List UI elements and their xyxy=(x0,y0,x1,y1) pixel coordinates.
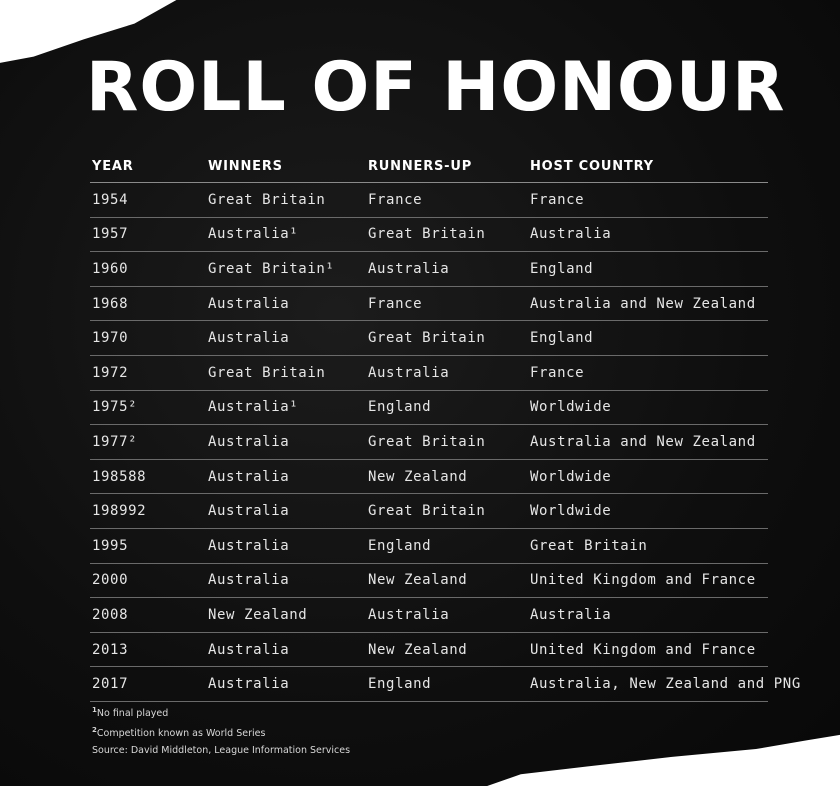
winners-cell: Australia¹ xyxy=(208,226,299,243)
winners-cell: Australia xyxy=(208,468,290,485)
footnote-text: Competition known as World Series xyxy=(96,728,266,740)
runners-up-cell: England xyxy=(368,537,432,554)
winners-cell: Australia xyxy=(208,537,290,554)
host-country-cell: Worldwide xyxy=(530,468,612,485)
year-cell: 1970 xyxy=(92,330,129,347)
runners-up-cell: Great Britain xyxy=(368,503,486,520)
runners-up-cell: Great Britain xyxy=(368,330,486,347)
host-country-cell: United Kingdom and France xyxy=(530,572,756,589)
year-cell: 1995 xyxy=(92,537,129,554)
header-winners: WINNERS xyxy=(208,158,283,174)
footnotes xyxy=(92,702,350,759)
runners-up-cell: Australia xyxy=(368,364,450,381)
source-credit: Source: David Middleton, League Information Services xyxy=(92,745,351,757)
winners-cell: Australia xyxy=(208,676,290,693)
winners-cell: Australia¹ xyxy=(208,399,299,416)
footnote-marker: 1 xyxy=(92,706,97,714)
host-country-cell: Australia xyxy=(530,606,612,623)
year-cell: 2008 xyxy=(92,606,129,623)
runners-up-cell: France xyxy=(368,295,423,312)
table-row xyxy=(90,321,768,356)
year-cell: 1954 xyxy=(92,191,129,208)
table-row xyxy=(90,391,768,426)
host-country-cell: England xyxy=(530,260,594,277)
year-cell: 1975² xyxy=(92,399,138,416)
year-cell: 1968 xyxy=(92,295,129,312)
year-cell: 1957 xyxy=(92,226,129,243)
winners-cell: Australia xyxy=(208,503,290,520)
host-country-cell: Worldwide xyxy=(530,503,612,520)
table-row xyxy=(90,529,768,564)
runners-up-cell: New Zealand xyxy=(368,468,468,485)
table-row xyxy=(90,252,768,287)
runners-up-cell: Australia xyxy=(368,260,450,277)
winners-cell: Great Britain xyxy=(208,191,326,208)
winners-cell: Australia xyxy=(208,641,290,658)
year-cell: 2017 xyxy=(92,676,129,693)
host-country-cell: Australia xyxy=(530,226,612,243)
footnote-no-final xyxy=(92,702,350,722)
runners-up-cell: France xyxy=(368,191,423,208)
table-row xyxy=(90,598,768,633)
year-cell: 198992 xyxy=(92,503,147,520)
table-row xyxy=(90,667,801,702)
runners-up-cell: England xyxy=(368,676,432,693)
table-row xyxy=(90,460,768,495)
host-country-cell: Australia, New Zealand and PNG xyxy=(530,676,801,693)
table-row xyxy=(90,356,768,391)
header-year: YEAR xyxy=(92,158,134,174)
table-row xyxy=(90,425,768,460)
winners-cell: Australia xyxy=(208,295,290,312)
footnote-world-series xyxy=(92,722,350,742)
host-country-cell: France xyxy=(530,364,585,381)
host-country-cell: England xyxy=(530,330,594,347)
footnote-marker: 2 xyxy=(92,726,97,735)
year-cell: 198588 xyxy=(92,468,147,485)
year-cell: 1960 xyxy=(92,260,129,277)
table-header-row xyxy=(90,150,768,183)
year-cell: 1977² xyxy=(92,433,138,450)
year-cell: 2013 xyxy=(92,641,129,658)
header-runners-up: RUNNERS-UP xyxy=(368,158,473,174)
host-country-cell: Great Britain xyxy=(530,537,648,554)
table-row xyxy=(90,564,768,599)
runners-up-cell: Great Britain xyxy=(368,226,486,243)
runners-up-cell: England xyxy=(368,399,432,416)
table-row xyxy=(90,183,768,218)
winners-cell: Australia xyxy=(208,330,290,347)
winners-cell: Australia xyxy=(208,572,290,589)
year-cell: 1972 xyxy=(92,364,129,381)
page-title: ROLL OF HONOUR xyxy=(86,48,786,127)
table-row xyxy=(90,633,768,668)
header-host-country: HOST COUNTRY xyxy=(530,158,654,174)
table-row xyxy=(90,494,768,529)
host-country-cell: Australia and New Zealand xyxy=(530,433,756,450)
roll-of-honour-table xyxy=(90,150,801,702)
host-country-cell: Worldwide xyxy=(530,399,612,416)
host-country-cell: France xyxy=(530,191,585,208)
table-row xyxy=(90,287,768,322)
winners-cell: Great Britain xyxy=(208,364,326,381)
winners-cell: Australia xyxy=(208,433,290,450)
runners-up-cell: New Zealand xyxy=(368,641,468,658)
table-row xyxy=(90,218,768,253)
host-country-cell: United Kingdom and France xyxy=(530,641,756,658)
runners-up-cell: New Zealand xyxy=(368,572,468,589)
winners-cell: Great Britain¹ xyxy=(208,260,335,277)
host-country-cell: Australia and New Zealand xyxy=(530,295,756,312)
winners-cell: New Zealand xyxy=(208,606,308,623)
runners-up-cell: Great Britain xyxy=(368,433,486,450)
year-cell: 2000 xyxy=(92,572,129,589)
footnote-text: No final played xyxy=(96,708,169,720)
runners-up-cell: Australia xyxy=(368,606,450,623)
